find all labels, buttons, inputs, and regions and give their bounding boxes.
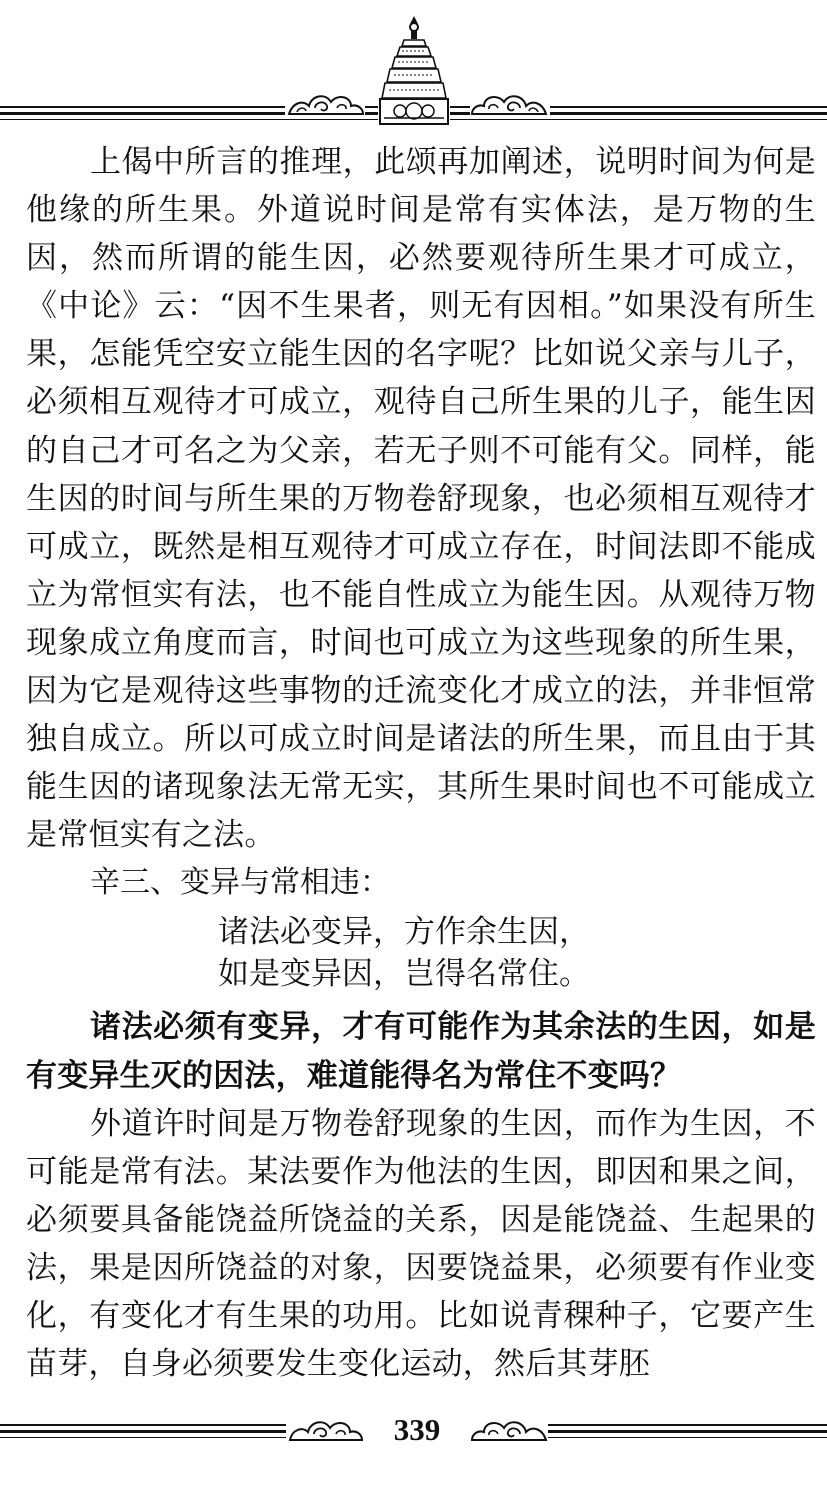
section-heading: 辛三、变异与常相违： [90,865,390,901]
cloud-ornament-icon [470,86,550,120]
body-paragraph: 外道许时间是万物卷舒现象的生因，而作为生因，不可能是常有法。某法要作为他法的生因，即因和果之间，必须要具备能饶益所饶益的关系，因是能饶益、生起果的法，果是因所饶益的对象，因要饶益果，必须要有作业变化，有变化才有生果的功用。比如说青稞种子，它要产生苗芽，自身必须要发生变化运动，然后其芽胚 [26,1105,816,1383]
footer-rule [535,1424,827,1426]
page-number: 339 [393,1412,441,1447]
cloud-ornament-icon [285,86,365,120]
page-body [26,138,816,1388]
verse-block [26,907,816,1003]
verse-explanation: 诸法必须有变异，才有可能作为其余法的生因，如是有变异生灭的因法，难道能得名为常住不变吗？ [26,1009,816,1094]
footer-rule [0,1424,300,1426]
verse-line: 如是变异因，岂得名常住。 [218,956,590,993]
footer-rule [0,1430,300,1433]
stupa-ornament-icon [378,14,450,128]
footer-rule [535,1437,827,1438]
cloud-ornament-icon [286,1412,364,1444]
footer-rule [535,1430,827,1433]
cloud-ornament-icon [470,1412,548,1444]
body-paragraph: 上偈中所言的推理，此颂再加阐述，说明时间为何是他缘的所生果。外道说时间是常有实体法，是万物的生因，然而所谓的能生因，必然要观待所生果才可成立，《中论》云：“因不生果者，则无有因相。”如果没有所生果，怎能凭空安立能生因的名字呢？比如说父亲与儿子，必须相互观待才可成立，观待自己所生果的儿子，能生因的自己才可名之为父亲，若无子则不可能有父。同样，能生因的时间与所生果的万物卷舒现象，也必须相互观待才可成立，既然是相互观待才可成立存在，时间法即不能成立为常恒实有法，也不能自性成立为能生因。从观待万物现象成立角度而言，时间也可成立为这些现象的所生果，因为它是观待这些事物的迁流变化才成立的法，并非恒常独自成立。所以可成立时间是诸法的所生果，而且由于其能生因的诸现象法无常无实，其所生果时间也不可能成立是常恒实有之法。 [26,144,816,854]
footer-rule [0,1437,300,1438]
verse-line: 诸法必变异，方作余生因， [218,914,590,951]
